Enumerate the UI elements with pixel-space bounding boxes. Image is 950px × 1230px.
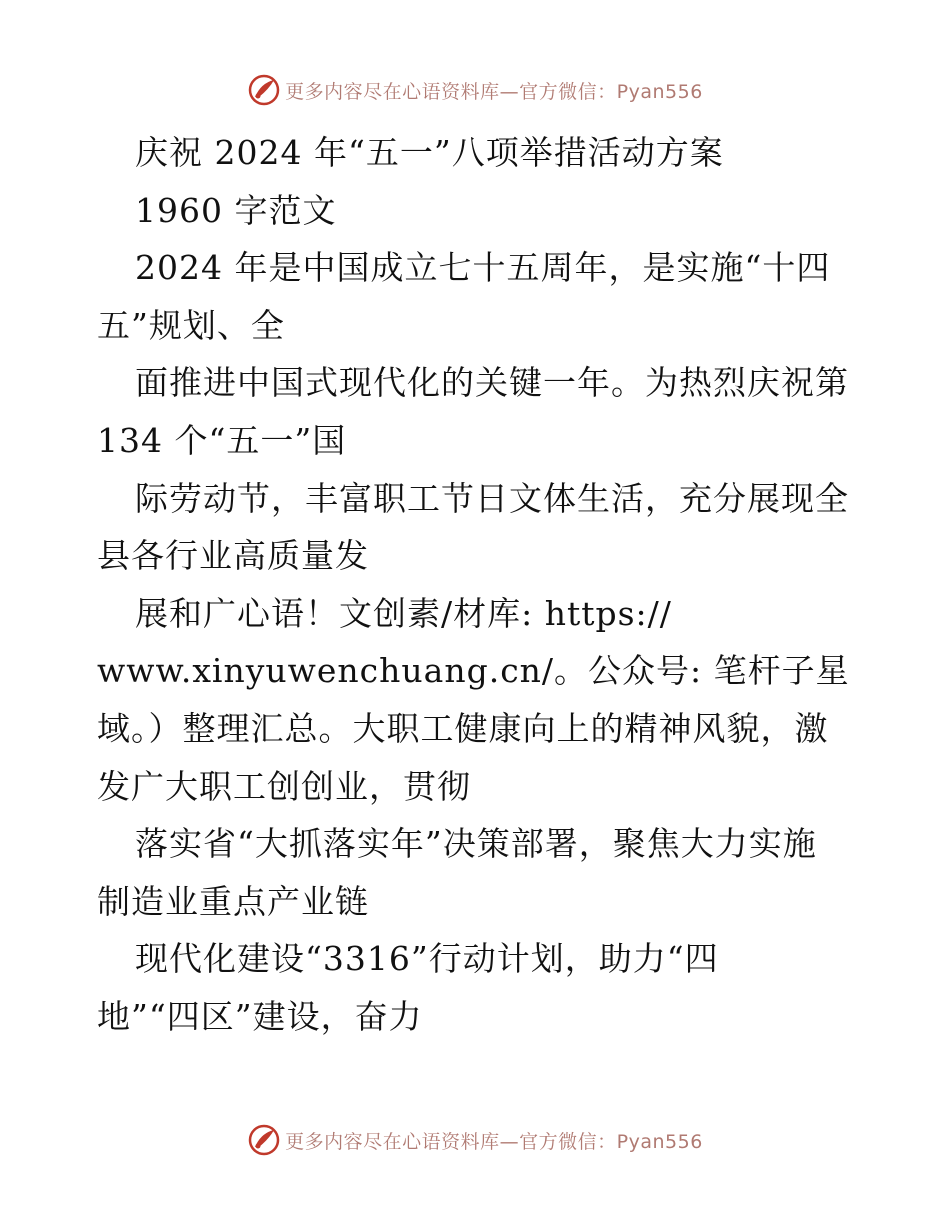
document-body (97, 124, 887, 1046)
text-line: 际劳动节，丰富职工节日文体生活，充分展现全 (135, 478, 849, 518)
text-line: www.xinyuwenchuang.cn/。公众号: 笔杆子星 (97, 651, 850, 691)
text-line: 现代化建设“3316”行动计划，助力“四 (135, 939, 719, 979)
document-subtitle: 1960 字范文 (135, 190, 337, 230)
footer-banner (0, 1120, 950, 1160)
text-line: 地”“四区”建设，奋力 (97, 996, 423, 1036)
text-line: 域。）整理汇总。大职工健康向上的精神风貌，激 (97, 708, 829, 748)
brush-logo-icon (247, 1123, 281, 1157)
text-line: 县各行业高质量发 (97, 536, 369, 576)
text-line: 制造业重点产业链 (97, 881, 369, 921)
text-line: 面推进中国式现代化的关键一年。为热烈庆祝第 (135, 363, 849, 403)
brush-logo-icon (247, 73, 281, 107)
text-line: 五”规划、全 (97, 305, 285, 345)
text-line: 134 个“五一”国 (97, 420, 347, 460)
text-line: 落实省“大抓落实年”决策部署，聚焦大力实施 (135, 824, 817, 864)
footer-banner-text: 更多内容尽在心语资料库—官方微信：Pyan556 (285, 1130, 703, 1153)
text-line: 2024 年是中国成立七十五周年，是实施“十四 (135, 248, 831, 288)
text-line: 发广大职工创创业，贯彻 (97, 766, 471, 806)
header-banner (0, 70, 950, 110)
header-banner-text: 更多内容尽在心语资料库—官方微信：Pyan556 (285, 80, 703, 103)
document-title: 庆祝 2024 年“五一”八项举措活动方案 (135, 133, 724, 172)
text-line: 展和广心语！文创素/材库: https:// (135, 593, 672, 633)
